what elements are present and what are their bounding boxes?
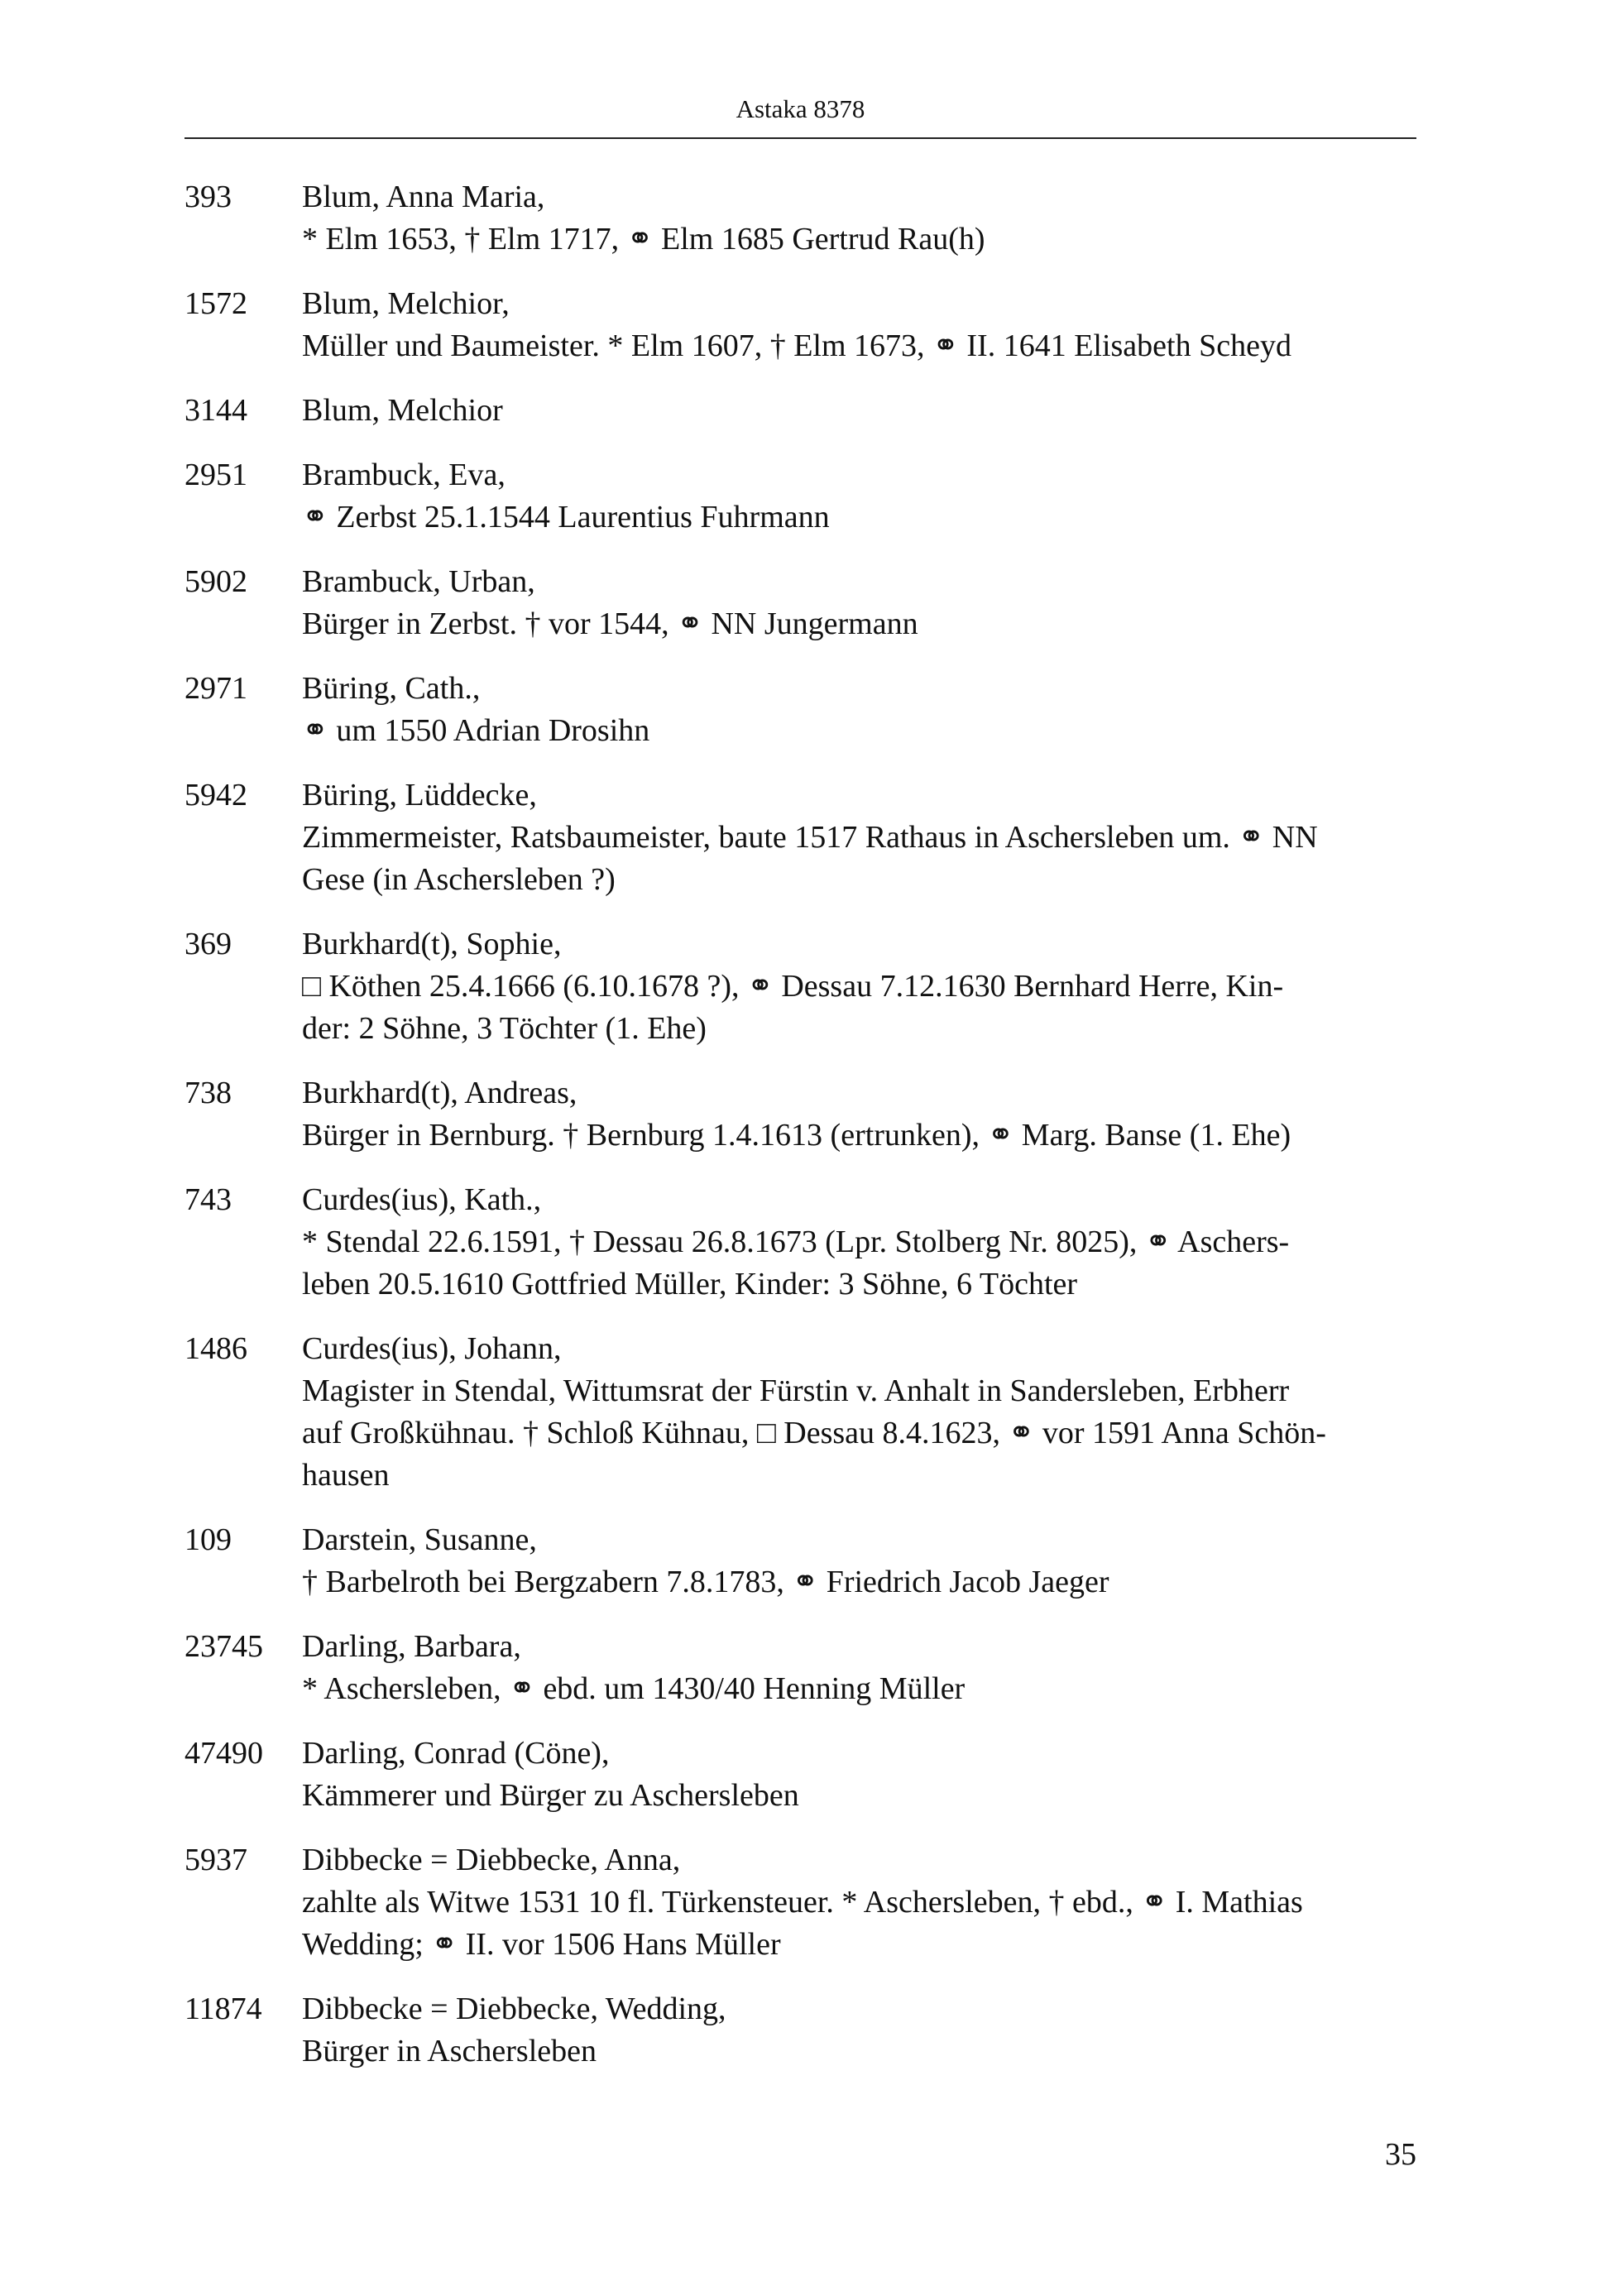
entry-name: Curdes(ius), Johann, (302, 1331, 562, 1366)
entry-name: Darling, Conrad (Cöne), (302, 1736, 610, 1771)
register-entry (184, 176, 1416, 261)
entry-details-line: zahlte als Witwe 1531 10 fl. Türkensteuer. * Aschersleben, † ebd., ⚭ I. Mathias (302, 1885, 1303, 1920)
entry-details: Kämmerer und Bürger zu Aschersleben (302, 1778, 799, 1813)
entry-details-line: der: 2 Söhne, 3 Töchter (1. Ehe) (302, 1011, 707, 1046)
entry-number: 2971 (184, 671, 247, 706)
entry-details: ⚭ Zerbst 25.1.1544 Laurentius Fuhrmann (302, 500, 830, 534)
entry-name: Burkhard(t), Sophie, (302, 927, 562, 961)
entry-name: Brambuck, Eva, (302, 458, 506, 492)
entry-name: Büring, Cath., (302, 671, 481, 706)
entry-details-line: auf Großkühnau. † Schloß Kühnau, □ Dessau 8.4.1623, ⚭ vor 1591 Anna Schön- (302, 1416, 1326, 1450)
register-entry (184, 390, 1416, 432)
register-entry (184, 1519, 1416, 1603)
entry-number: 743 (184, 1182, 232, 1217)
page-number: 35 (1385, 2137, 1416, 2172)
entry-details-line: leben 20.5.1610 Gottfried Müller, Kinder: 3 Söhne, 6 Töchter (302, 1267, 1078, 1301)
entry-number: 109 (184, 1522, 232, 1557)
entry-details: † Barbelroth bei Bergzabern 7.8.1783, ⚭ Friedrich Jacob Jaeger (302, 1565, 1109, 1599)
register-entry (184, 923, 1416, 1050)
entry-name: Burkhard(t), Andreas, (302, 1076, 577, 1110)
register-entry (184, 454, 1416, 539)
register-entry (184, 1988, 1416, 2073)
register-entry (184, 668, 1416, 752)
entry-details-line: Gese (in Aschersleben ?) (302, 862, 616, 897)
entry-number: 5942 (184, 778, 247, 812)
entry-details: ⚭ um 1550 Adrian Drosihn (302, 713, 650, 748)
entry-name: Büring, Lüddecke, (302, 778, 537, 812)
entry-name: Darstein, Susanne, (302, 1522, 537, 1557)
entry-details-line: Zimmermeister, Ratsbaumeister, baute 1517 Rathaus in Aschersleben um. ⚭ NN (302, 820, 1318, 855)
entry-number: 11874 (184, 1992, 262, 2026)
entry-details: Bürger in Zerbst. † vor 1544, ⚭ NN Jungermann (302, 606, 918, 641)
register-entry (184, 561, 1416, 645)
register-entry (184, 1072, 1416, 1157)
entry-number: 5902 (184, 564, 247, 599)
entry-number: 3144 (184, 393, 247, 428)
entry-details-line: Wedding; ⚭ II. vor 1506 Hans Müller (302, 1927, 781, 1962)
register-entry (184, 1733, 1416, 1817)
entry-details-line: Magister in Stendal, Wittumsrat der Fürstin v. Anhalt in Sandersleben, Erbherr (302, 1373, 1290, 1408)
entry-details-line: * Stendal 22.6.1591, † Dessau 26.8.1673 (Lpr. Stolberg Nr. 8025), ⚭ Aschers- (302, 1225, 1290, 1259)
entry-name: Blum, Melchior, (302, 286, 510, 321)
entry-number: 1486 (184, 1331, 247, 1366)
entry-number: 369 (184, 927, 232, 961)
entry-number: 2951 (184, 458, 247, 492)
running-header: Astaka 8378 (736, 94, 865, 123)
register-entry (184, 283, 1416, 367)
entry-details-line: □ Köthen 25.4.1666 (6.10.1678 ?), ⚭ Dessau 7.12.1630 Bernhard Herre, Kin- (302, 969, 1284, 1004)
entry-name: Brambuck, Urban, (302, 564, 535, 599)
register-entry (184, 1626, 1416, 1710)
entry-name: Curdes(ius), Kath., (302, 1182, 542, 1217)
entry-name: Blum, Anna Maria, (302, 180, 545, 214)
register-entry (184, 1328, 1416, 1497)
entry-number: 393 (184, 180, 232, 214)
register-entry (184, 1179, 1416, 1306)
entry-details: * Aschersleben, ⚭ ebd. um 1430/40 Henning Müller (302, 1671, 966, 1706)
entry-details: Bürger in Bernburg. † Bernburg 1.4.1613 (ertrunken), ⚭ Marg. Banse (1. Ehe) (302, 1118, 1291, 1153)
entry-number: 1572 (184, 286, 247, 321)
entry-name: Blum, Melchior (302, 393, 503, 428)
entry-details: Bürger in Aschersleben (302, 2034, 597, 2068)
entry-number: 738 (184, 1076, 232, 1110)
register-entry (184, 1839, 1416, 1966)
register-entry (184, 774, 1416, 901)
entry-details: Müller und Baumeister. * Elm 1607, † Elm 1673, ⚭ II. 1641 Elisabeth Scheyd (302, 328, 1291, 363)
register-list (184, 176, 1416, 2095)
entry-number: 47490 (184, 1736, 263, 1771)
entry-details-line: hausen (302, 1458, 390, 1493)
header-rule (184, 137, 1416, 139)
entry-name: Dibbecke = Diebbecke, Wedding, (302, 1992, 726, 2026)
entry-number: 5937 (184, 1843, 247, 1877)
entry-number: 23745 (184, 1629, 263, 1664)
entry-details: * Elm 1653, † Elm 1717, ⚭ Elm 1685 Gertrud Rau(h) (302, 222, 985, 256)
entry-name: Darling, Barbara, (302, 1629, 521, 1664)
entry-name: Dibbecke = Diebbecke, Anna, (302, 1843, 681, 1877)
